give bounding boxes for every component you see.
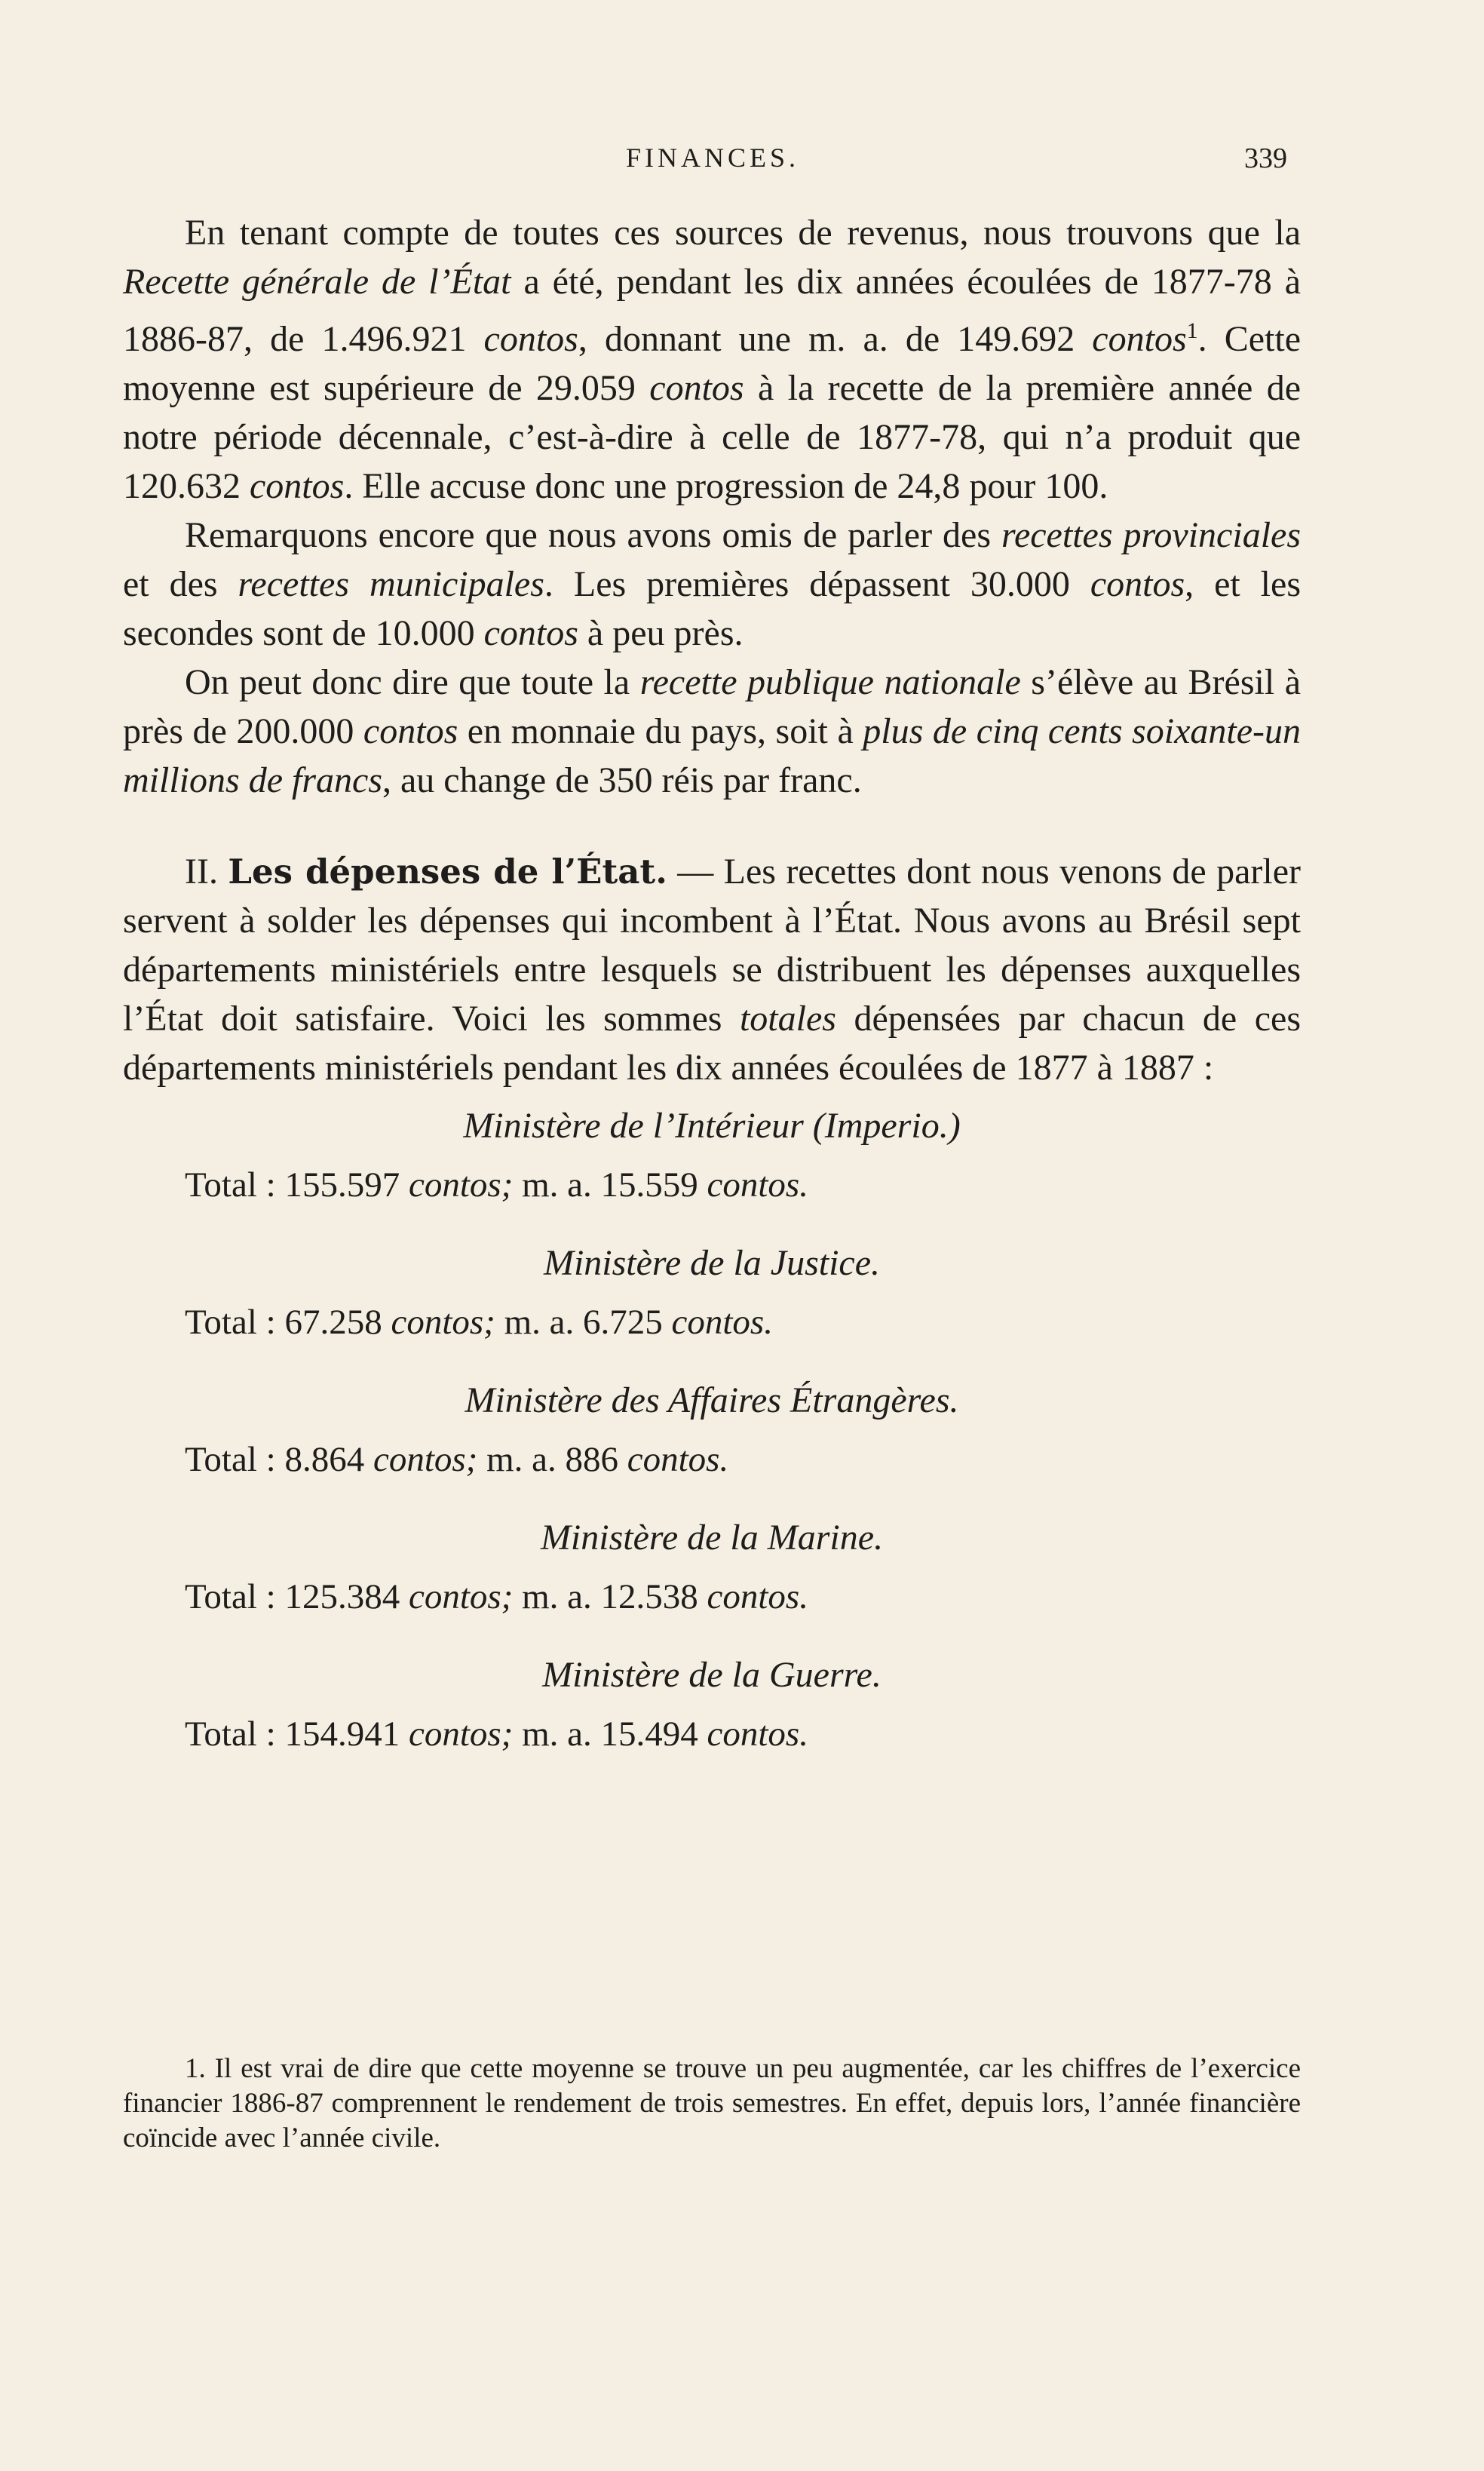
- total-unit: contos;: [364, 1440, 487, 1479]
- average-label: m. a.: [504, 1303, 584, 1342]
- footnote-text: [123, 2052, 1301, 2156]
- total-value: 154.941: [284, 1714, 400, 1754]
- paragraph-recette-nationale: [123, 658, 1301, 805]
- average-label: m. a.: [522, 1714, 601, 1754]
- total-value: 125.384: [284, 1577, 400, 1616]
- text-run: On peut donc dire que toute la: [185, 662, 640, 702]
- italic-run: contos: [649, 368, 744, 408]
- italic-run: contos: [1090, 564, 1185, 604]
- total-label: Total :: [185, 1714, 285, 1754]
- italic-run: contos: [483, 319, 578, 359]
- italic-run: contos: [483, 613, 578, 653]
- ministry-heading: Ministère des Affaires Étrangères.: [465, 1380, 959, 1420]
- text-run: . Les premières dépassent 30.000: [544, 564, 1090, 604]
- italic-run: recettes municipales: [238, 564, 544, 604]
- text-run: en monnaie du pays, soit à: [458, 711, 863, 751]
- ministry-heading: Ministère de la Marine.: [540, 1518, 884, 1558]
- ministry-list: [123, 1101, 1301, 1759]
- average-label: m. a.: [522, 1577, 601, 1616]
- ministry-heading: Ministère de la Justice.: [543, 1243, 881, 1283]
- running-header: [0, 142, 1484, 180]
- ministry-heading: Ministère de l’Intérieur (Imperio.): [463, 1106, 961, 1146]
- italic-run: recettes provinciales: [1001, 515, 1302, 555]
- average-unit: contos.: [698, 1577, 808, 1616]
- text-run: — Les recettes dont nous venons de parler servent à solder les dépenses qui incombent à l’État. Nous avons au Brésil sept départements ministériels entre lesquels se distribuent les dépenses auxquelles l’État doit satisfaire. Voici les sommes: [123, 852, 1302, 1039]
- average-value: 12.538: [600, 1577, 698, 1616]
- section-heading: Les dépenses de l’État.: [228, 852, 667, 892]
- footnote: [123, 2052, 1301, 2156]
- footnote-body: Il est vrai de dire que cette moyenne se trouve un peu augmentée, car les chiffres de l’exercice financier 1886-87 comprennent le rendement de trois semestres. En effet, depuis lors, l’année financière coïncide avec l’année civile.: [123, 2053, 1301, 2153]
- italic-run: contos: [1092, 319, 1187, 359]
- text-run: , au change de 350 réis par franc.: [382, 760, 862, 800]
- total-unit: contos;: [400, 1165, 523, 1205]
- text-run: , donnant une m. a. de 149.692: [578, 319, 1093, 359]
- text-run: . Cette moyenne est supérieure de 29.059: [123, 319, 1301, 408]
- ministry-total: [123, 1161, 1301, 1210]
- ministry-total: [123, 1435, 1301, 1484]
- total-unit: contos;: [382, 1303, 504, 1342]
- italic-run: contos: [250, 466, 345, 506]
- paragraph-section-depenses: [123, 847, 1301, 1092]
- text-run: à peu près.: [578, 613, 744, 653]
- text-run: et des: [123, 564, 238, 604]
- text-run: à la recette de la première année de notre période décennale, c’est-à-dire à celle de 1877-78, qui n’a produit que 120.632: [123, 368, 1301, 506]
- text-run: a été, pendant les dix années écoulées de 1877-78 à 1886-87, de 1.496.921: [123, 262, 1301, 359]
- italic-run: totales: [739, 999, 836, 1039]
- ministry-total: [123, 1573, 1301, 1622]
- total-unit: contos;: [400, 1714, 523, 1754]
- total-value: 8.864: [284, 1440, 365, 1479]
- footnote-marker: 1.: [185, 2053, 215, 2084]
- average-value: 15.494: [600, 1714, 698, 1754]
- section-number: II.: [185, 852, 228, 892]
- text-run: En tenant compte de toutes ces sources de revenus, nous trouvons que la: [185, 213, 1301, 253]
- text-run: s’élève au Brésil à près de 200.000: [123, 662, 1302, 751]
- average-unit: contos.: [698, 1165, 808, 1205]
- average-value: 6.725: [583, 1303, 663, 1342]
- page-number: 339: [1244, 143, 1287, 174]
- ministry-heading: Ministère de la Guerre.: [542, 1655, 882, 1695]
- average-label: m. a.: [486, 1440, 566, 1479]
- running-title: FINANCES.: [626, 143, 800, 173]
- main-text: [123, 208, 1301, 1788]
- total-value: 67.258: [284, 1303, 382, 1342]
- total-label: Total :: [185, 1577, 285, 1616]
- average-unit: contos.: [662, 1303, 773, 1342]
- paragraph-recette-generale: [123, 208, 1301, 511]
- average-unit: contos.: [618, 1440, 729, 1479]
- total-unit: contos;: [400, 1577, 523, 1616]
- text-run: . Elle accuse donc une progression de 24,8 pour 100.: [344, 466, 1108, 506]
- text-run: dépensées par chacun de ces départements ministériels pendant les dix années écoulées de 1877 à 1887 :: [123, 999, 1301, 1088]
- ministry-total: [123, 1298, 1301, 1347]
- total-label: Total :: [185, 1440, 285, 1479]
- total-label: Total :: [185, 1165, 285, 1205]
- average-label: m. a.: [522, 1165, 601, 1205]
- italic-run: contos: [363, 711, 458, 751]
- ministry-total: [123, 1710, 1301, 1759]
- average-value: 886: [565, 1440, 619, 1479]
- italic-run: recette publique nationale: [639, 662, 1021, 702]
- total-value: 155.597: [284, 1165, 400, 1205]
- italic-run: plus de cinq cents soixante-un millions de francs: [123, 711, 1302, 800]
- text-run: Remarquons encore que nous avons omis de parler des: [185, 515, 1002, 555]
- average-unit: contos.: [698, 1714, 808, 1754]
- total-label: Total :: [185, 1303, 285, 1342]
- italic-run: Recette générale de l’État: [123, 262, 511, 302]
- average-value: 15.559: [600, 1165, 698, 1205]
- text-run: , et les secondes sont de 10.000: [123, 564, 1301, 653]
- footnote-ref: 1: [1186, 318, 1198, 343]
- paragraph-recettes-provinciales: [123, 511, 1301, 658]
